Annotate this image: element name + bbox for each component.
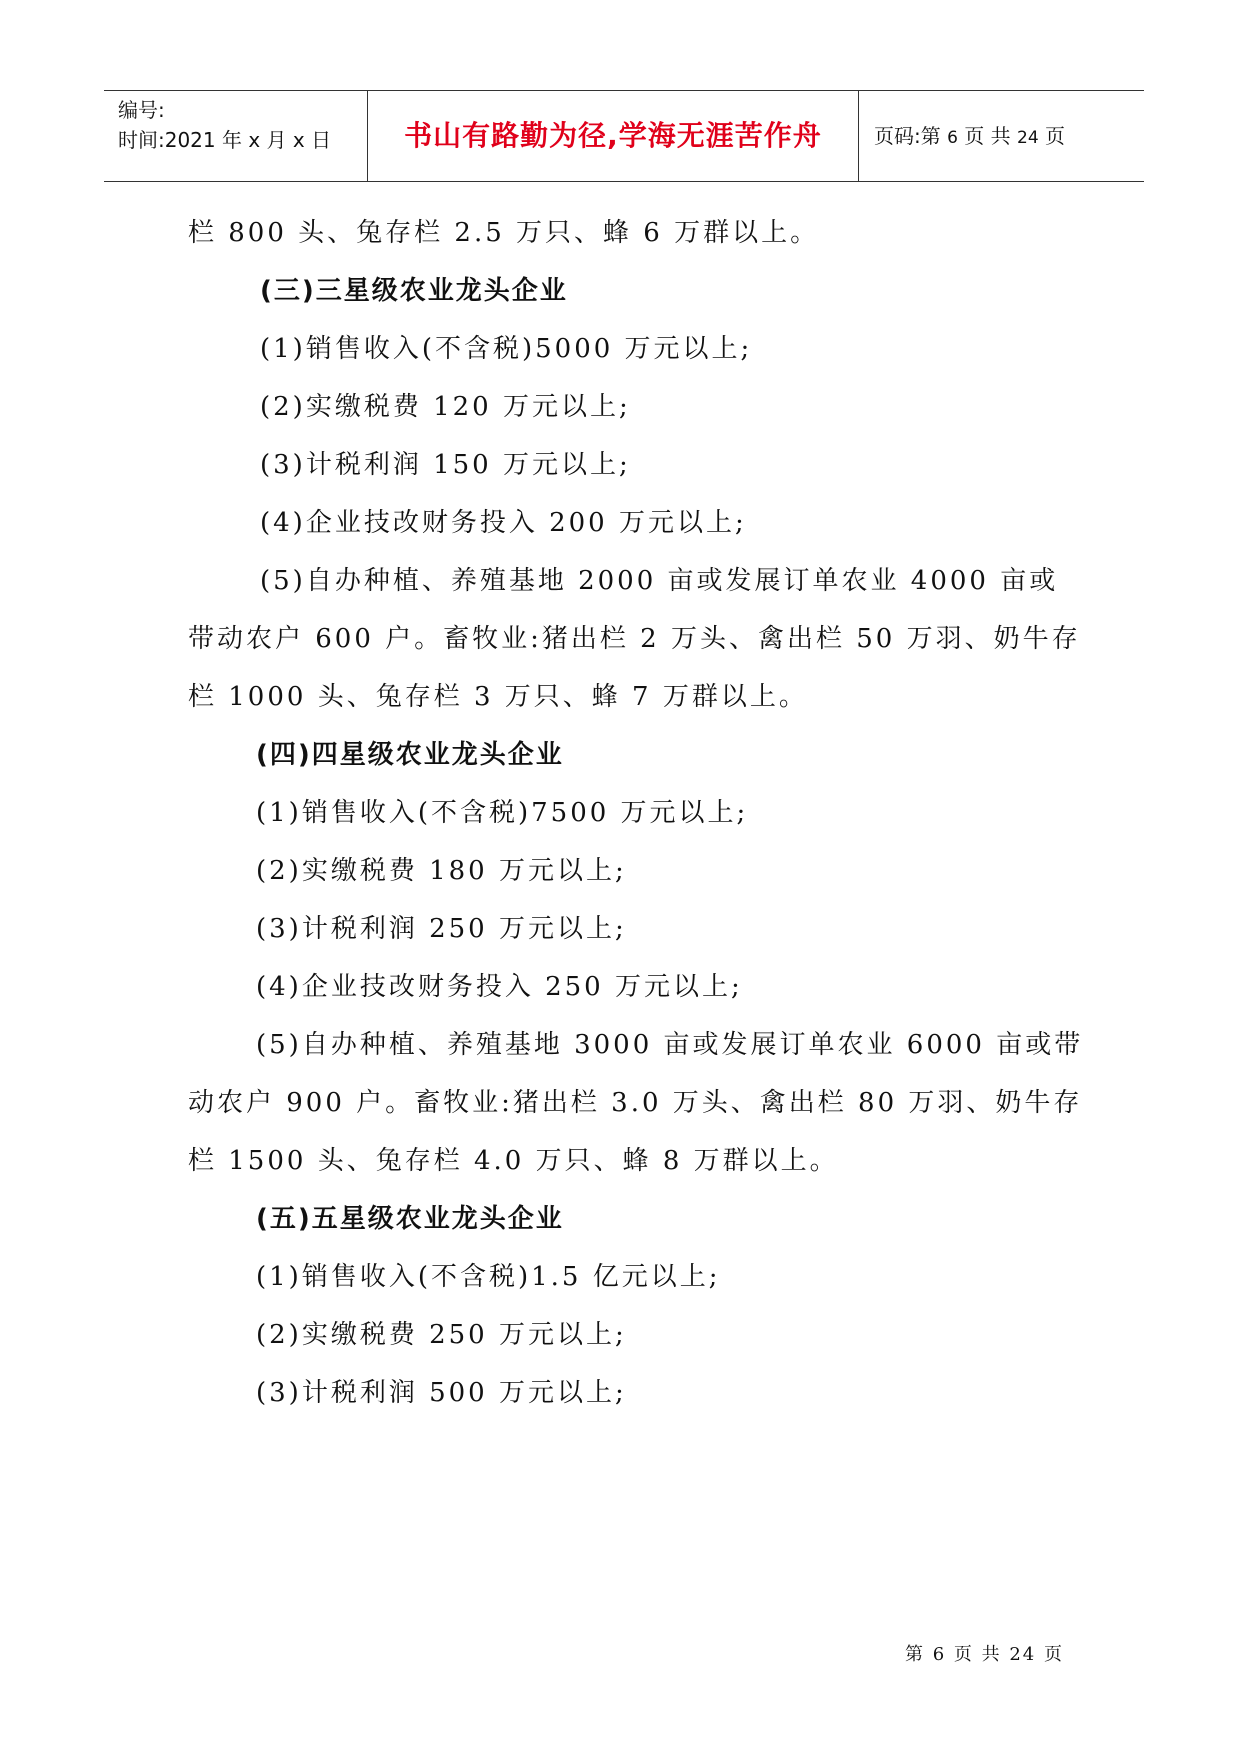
page-total: 24 <box>1017 128 1039 148</box>
body-line: 栏 1000 头、兔存栏 3 万只、蜂 7 万群以上。 <box>188 682 808 712</box>
body-line: (1)销售收入(不含税)1.5 亿元以上; <box>256 1262 721 1292</box>
body-line: 动农户 900 户。畜牧业:猪出栏 3.0 万头、禽出栏 80 万羽、奶牛存 <box>188 1088 1083 1118</box>
body-line: 栏 1500 头、兔存栏 4.0 万只、蜂 8 万群以上。 <box>188 1146 839 1176</box>
page-mid: 页 共 <box>964 124 1011 148</box>
page-footer: 第 6 页 共 24 页 <box>905 1644 1064 1665</box>
body-line: (5)自办种植、养殖基地 2000 亩或发展订单农业 4000 亩或 <box>260 566 1059 596</box>
page-prefix: 页码:第 <box>874 124 941 148</box>
body-line: (2)实缴税费 120 万元以上; <box>260 392 631 422</box>
body-line: (4)企业技改财务投入 200 万元以上; <box>260 508 747 538</box>
section-heading: (五)五星级农业龙头企业 <box>256 1204 564 1234</box>
section-heading: (三)三星级农业龙头企业 <box>260 276 568 306</box>
body-line: (4)企业技改财务投入 250 万元以上; <box>256 972 743 1002</box>
body-line: (2)实缴税费 180 万元以上; <box>256 856 627 886</box>
body-line: 栏 800 头、兔存栏 2.5 万只、蜂 6 万群以上。 <box>188 218 820 248</box>
header-meta <box>118 95 331 155</box>
header-page-indicator <box>874 91 1065 181</box>
page-suffix: 页 <box>1045 124 1066 148</box>
header-motto: 书山有路勤为径,学海无涯苦作舟 <box>404 119 822 152</box>
page-header <box>104 90 1144 182</box>
section-heading: (四)四星级农业龙头企业 <box>256 740 564 770</box>
body-line: (3)计税利润 150 万元以上; <box>260 450 631 480</box>
body-line: (5)自办种植、养殖基地 3000 亩或发展订单农业 6000 亩或带 <box>256 1030 1084 1060</box>
body-line: (1)销售收入(不含税)5000 万元以上; <box>260 334 753 364</box>
header-divider <box>858 91 859 181</box>
document-time-label: 时间:2021 年 x 月 x 日 <box>118 128 332 152</box>
page-number: 6 <box>947 128 958 148</box>
body-line: (3)计税利润 500 万元以上; <box>256 1378 627 1408</box>
document-number-label: 编号: <box>118 98 165 122</box>
body-line: 带动农户 600 户。畜牧业:猪出栏 2 万头、禽出栏 50 万羽、奶牛存 <box>188 624 1081 654</box>
body-line: (2)实缴税费 250 万元以上; <box>256 1320 627 1350</box>
body-line: (1)销售收入(不含税)7500 万元以上; <box>256 798 749 828</box>
body-line: (3)计税利润 250 万元以上; <box>256 914 627 944</box>
